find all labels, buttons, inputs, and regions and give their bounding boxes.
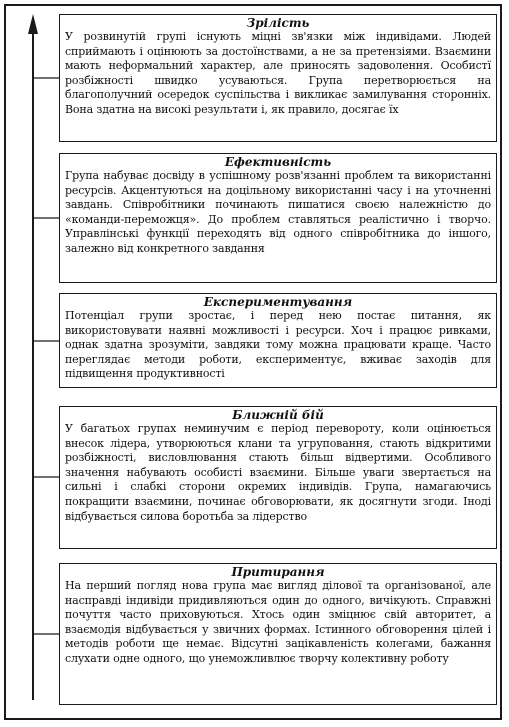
stage-title: Експериментування — [203, 295, 353, 309]
stage-title: Ефективність — [224, 155, 332, 169]
stage-box-maturity — [59, 14, 497, 142]
axis-arrowhead — [28, 14, 38, 34]
stage-title: Зрілість — [246, 16, 310, 30]
stage-box-experimentation — [59, 293, 497, 388]
stage-title: Притирання — [231, 565, 325, 579]
stage-text: На перший погляд нова група має вигляд ділової та організованої, але насправді індивіди придивляються один до одного, вичікують. Справжні почуття часто приховуються. Хтось один зміцнює свій авторитет, а взаємодія відбувається у звичних формах. Істинного обговорення цілей і методів роботи ще немає. Відсутні зацікавленість колегами, бажання слухати одне одного, що унеможливлює творчу колективну роботу — [65, 579, 491, 665]
stage-title: Ближній бій — [232, 408, 324, 422]
stage-box-close-combat — [59, 406, 497, 549]
development-axis — [0, 0, 60, 727]
stage-text: У багатьох групах неминучим є період перевороту, коли оцінюється внесок лідера, утворюються клани та угруповання, стають відкритими розбіжності, висловлювання стають більш відвертими. Особливого значення набувають особисті взаємини. Більше уваги звертається на сильні і слабкі сторони окремих індивідів. Група, намагаючись покращити взаємини, починає обговорювати, як досягнути згоди. Іноді відбувається силова боротьба за лідерство — [65, 422, 491, 523]
stage-text: Потенціал групи зростає, і перед нею постає питання, як використовувати наявні можливості і ресурси. Хоч і працює ривками, однак здатна зрозуміти, завдяки тому можна працювати краще. Часто переглядає методи роботи, експериментує, вживає заходів для підвищення продуктивності — [65, 309, 491, 381]
stage-text: У розвинутій групі існують міцні зв'язки між індивідами. Людей сприймають і оцінюють за достоїнствами, а не за претензіями. Взаємини мають неформальний характер, але приносять задоволення. Особистї розбіжності швидко усуваються. Група перетворюється на благополучний осередок суспільства і викликає замилування сторонніх. Вона здатна на високі результати і, як правило, досягає їх — [65, 30, 491, 116]
stage-box-efficiency — [59, 153, 497, 283]
stage-box-grinding-in — [59, 563, 497, 705]
stage-text: Група набуває досвіду в успішному розв'язанні проблем та використанні ресурсів. Акцентуються на доцільному використанні часу і на уточненні завдань. Співробітники починають пишатися своєю належністю до «команди-переможця». До проблем ставляться реалістично і творчо. Управлінські функції переходять від одного співробітника до іншого, залежно від конкретного завдання — [65, 169, 491, 255]
